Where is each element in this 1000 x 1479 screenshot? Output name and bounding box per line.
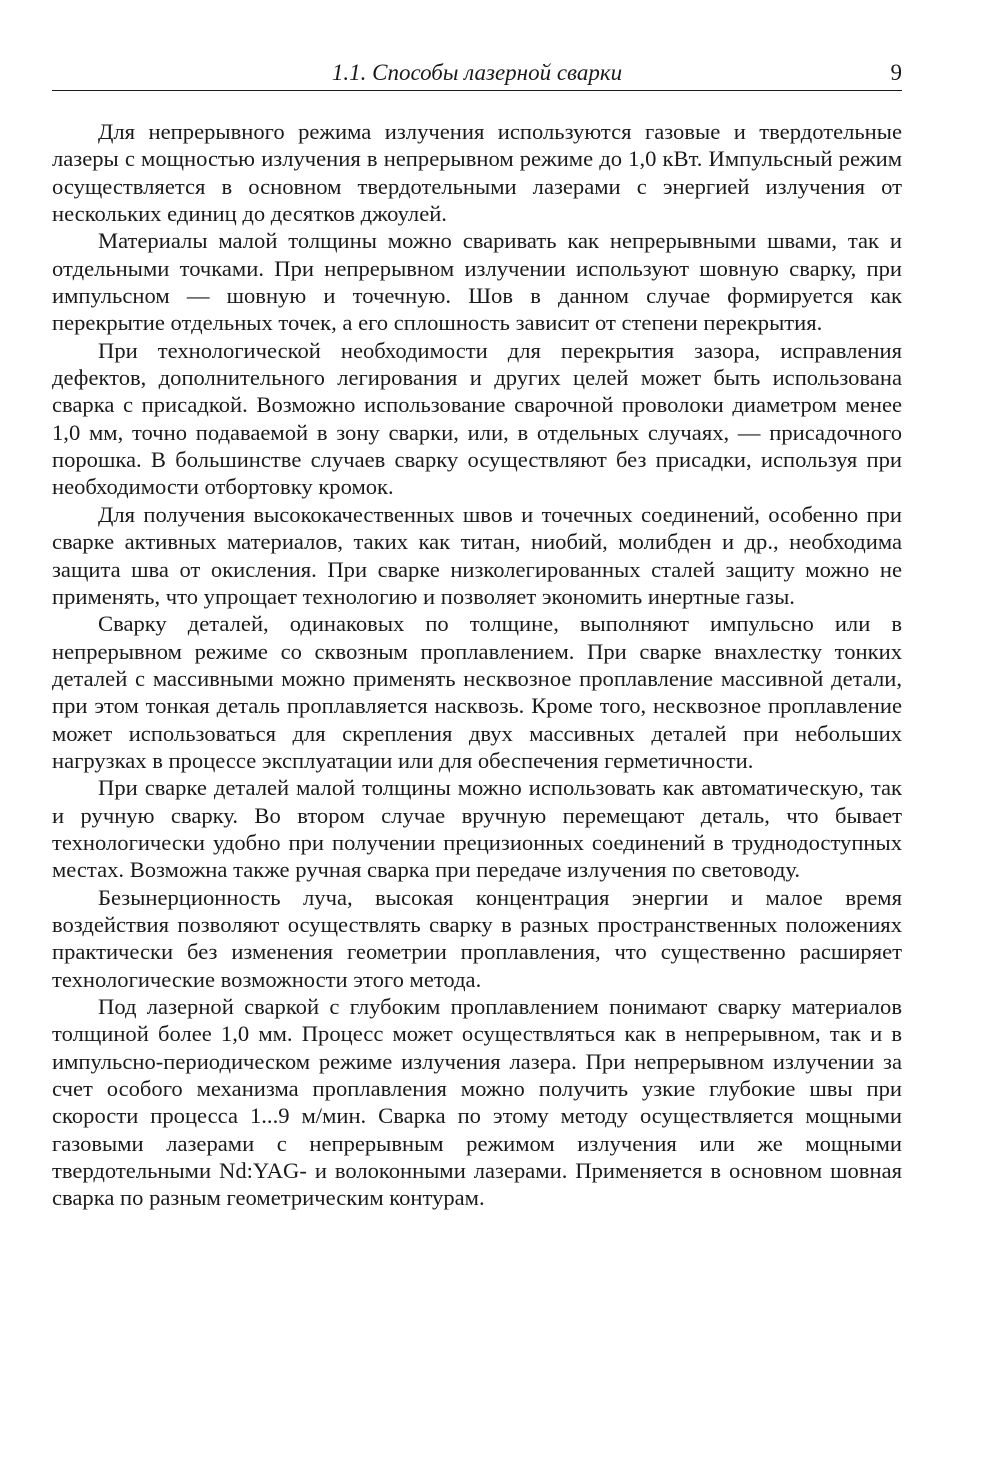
- paragraph: Для непрерывного режима излучения используются газовые и твердотельные лазеры с мощностью излучения в непрерывном режиме до 1,0 кВт. Импульсный режим осуществляется в основном твердотельными лазерами с энергией излучения от нескольких единиц до десятков джоулей.: [52, 119, 902, 227]
- running-title: 1.1. Способы лазерной сварки: [331, 60, 623, 85]
- book-page: [52, 56, 902, 1212]
- page-number: 9: [890, 60, 902, 85]
- running-head: [52, 56, 902, 91]
- paragraph: Для получения высококачественных швов и точечных соединений, особенно при сварке активных материалов, таких как титан, ниобий, молибден и др., необходима защита шва от окисления. При сварке низколегированных сталей защиту можно не применять, что упрощает технологию и позволяет экономить инертные газы.: [52, 501, 902, 609]
- paragraph: Сварку деталей, одинаковых по толщине, выполняют импульсно или в непрерывном режиме со сквозным проплавлением. При сварке внахлестку тонких деталей с массивными можно применять несквозное проплавление массивной детали, при этом тонкая деталь проплавляется насквозь. Кроме того, несквозное проплавление может использоваться для скрепления двух массивных деталей при небольших нагрузках в процессе эксплуатации или для обеспечения герметичности.: [52, 611, 902, 773]
- paragraph: При сварке деталей малой толщины можно использовать как автоматическую, так и ручную сварку. Во втором случае вручную перемещают деталь, что бывает технологически удобно при получении прецизионных соединений в труднодоступных местах. Возможна также ручная сварка при передаче излучения по световоду.: [52, 775, 902, 883]
- body-text: [52, 118, 902, 1212]
- paragraph: Материалы малой толщины можно сваривать как непрерывными швами, так и отдельными точками. При непрерывном излучении используют шовную сварку, при импульсном — шовную и точечную. Шов в данном случае формируется как перекрытие отдельных точек, а его сплошность зависит от степени перекрытия.: [52, 228, 902, 336]
- paragraph: При технологической необходимости для перекрытия зазора, исправления дефектов, дополнительного легирования и других целей может быть использована сварка с присадкой. Возможно использование сварочной проволоки диаметром менее 1,0 мм, точно подаваемой в зону сварки, или, в отдельных случаях, — присадочного порошка. В большинстве случаев сварку осуществляют без присадки, используя при необходимости отбортовку кромок.: [52, 337, 902, 500]
- paragraph: Под лазерной сваркой с глубоким проплавлением понимают сварку материалов толщиной более 1,0 мм. Процесс может осуществляться как в непрерывном, так и в импульсно-периодическом режиме излучения лазера. При непрерывном излучении за счет особого механизма проплавления можно получить узкие глубокие швы при скорости процесса 1...9 м/мин. Сварка по этому методу осуществляется мощными газовыми лазерами с непрерывным режимом излучения или же мощными твердотельными Nd:YAG- и волоконными лазерами. Применяется в основном шовная сварка по разным геометрическим контурам.: [52, 994, 902, 1211]
- paragraph: Безынерционность луча, высокая концентрация энергии и малое время воздействия позволяют осуществлять сварку в разных пространственных положениях практически без изменения геометрии проплавления, что существенно расширяет технологические возможности этого метода.: [52, 884, 902, 992]
